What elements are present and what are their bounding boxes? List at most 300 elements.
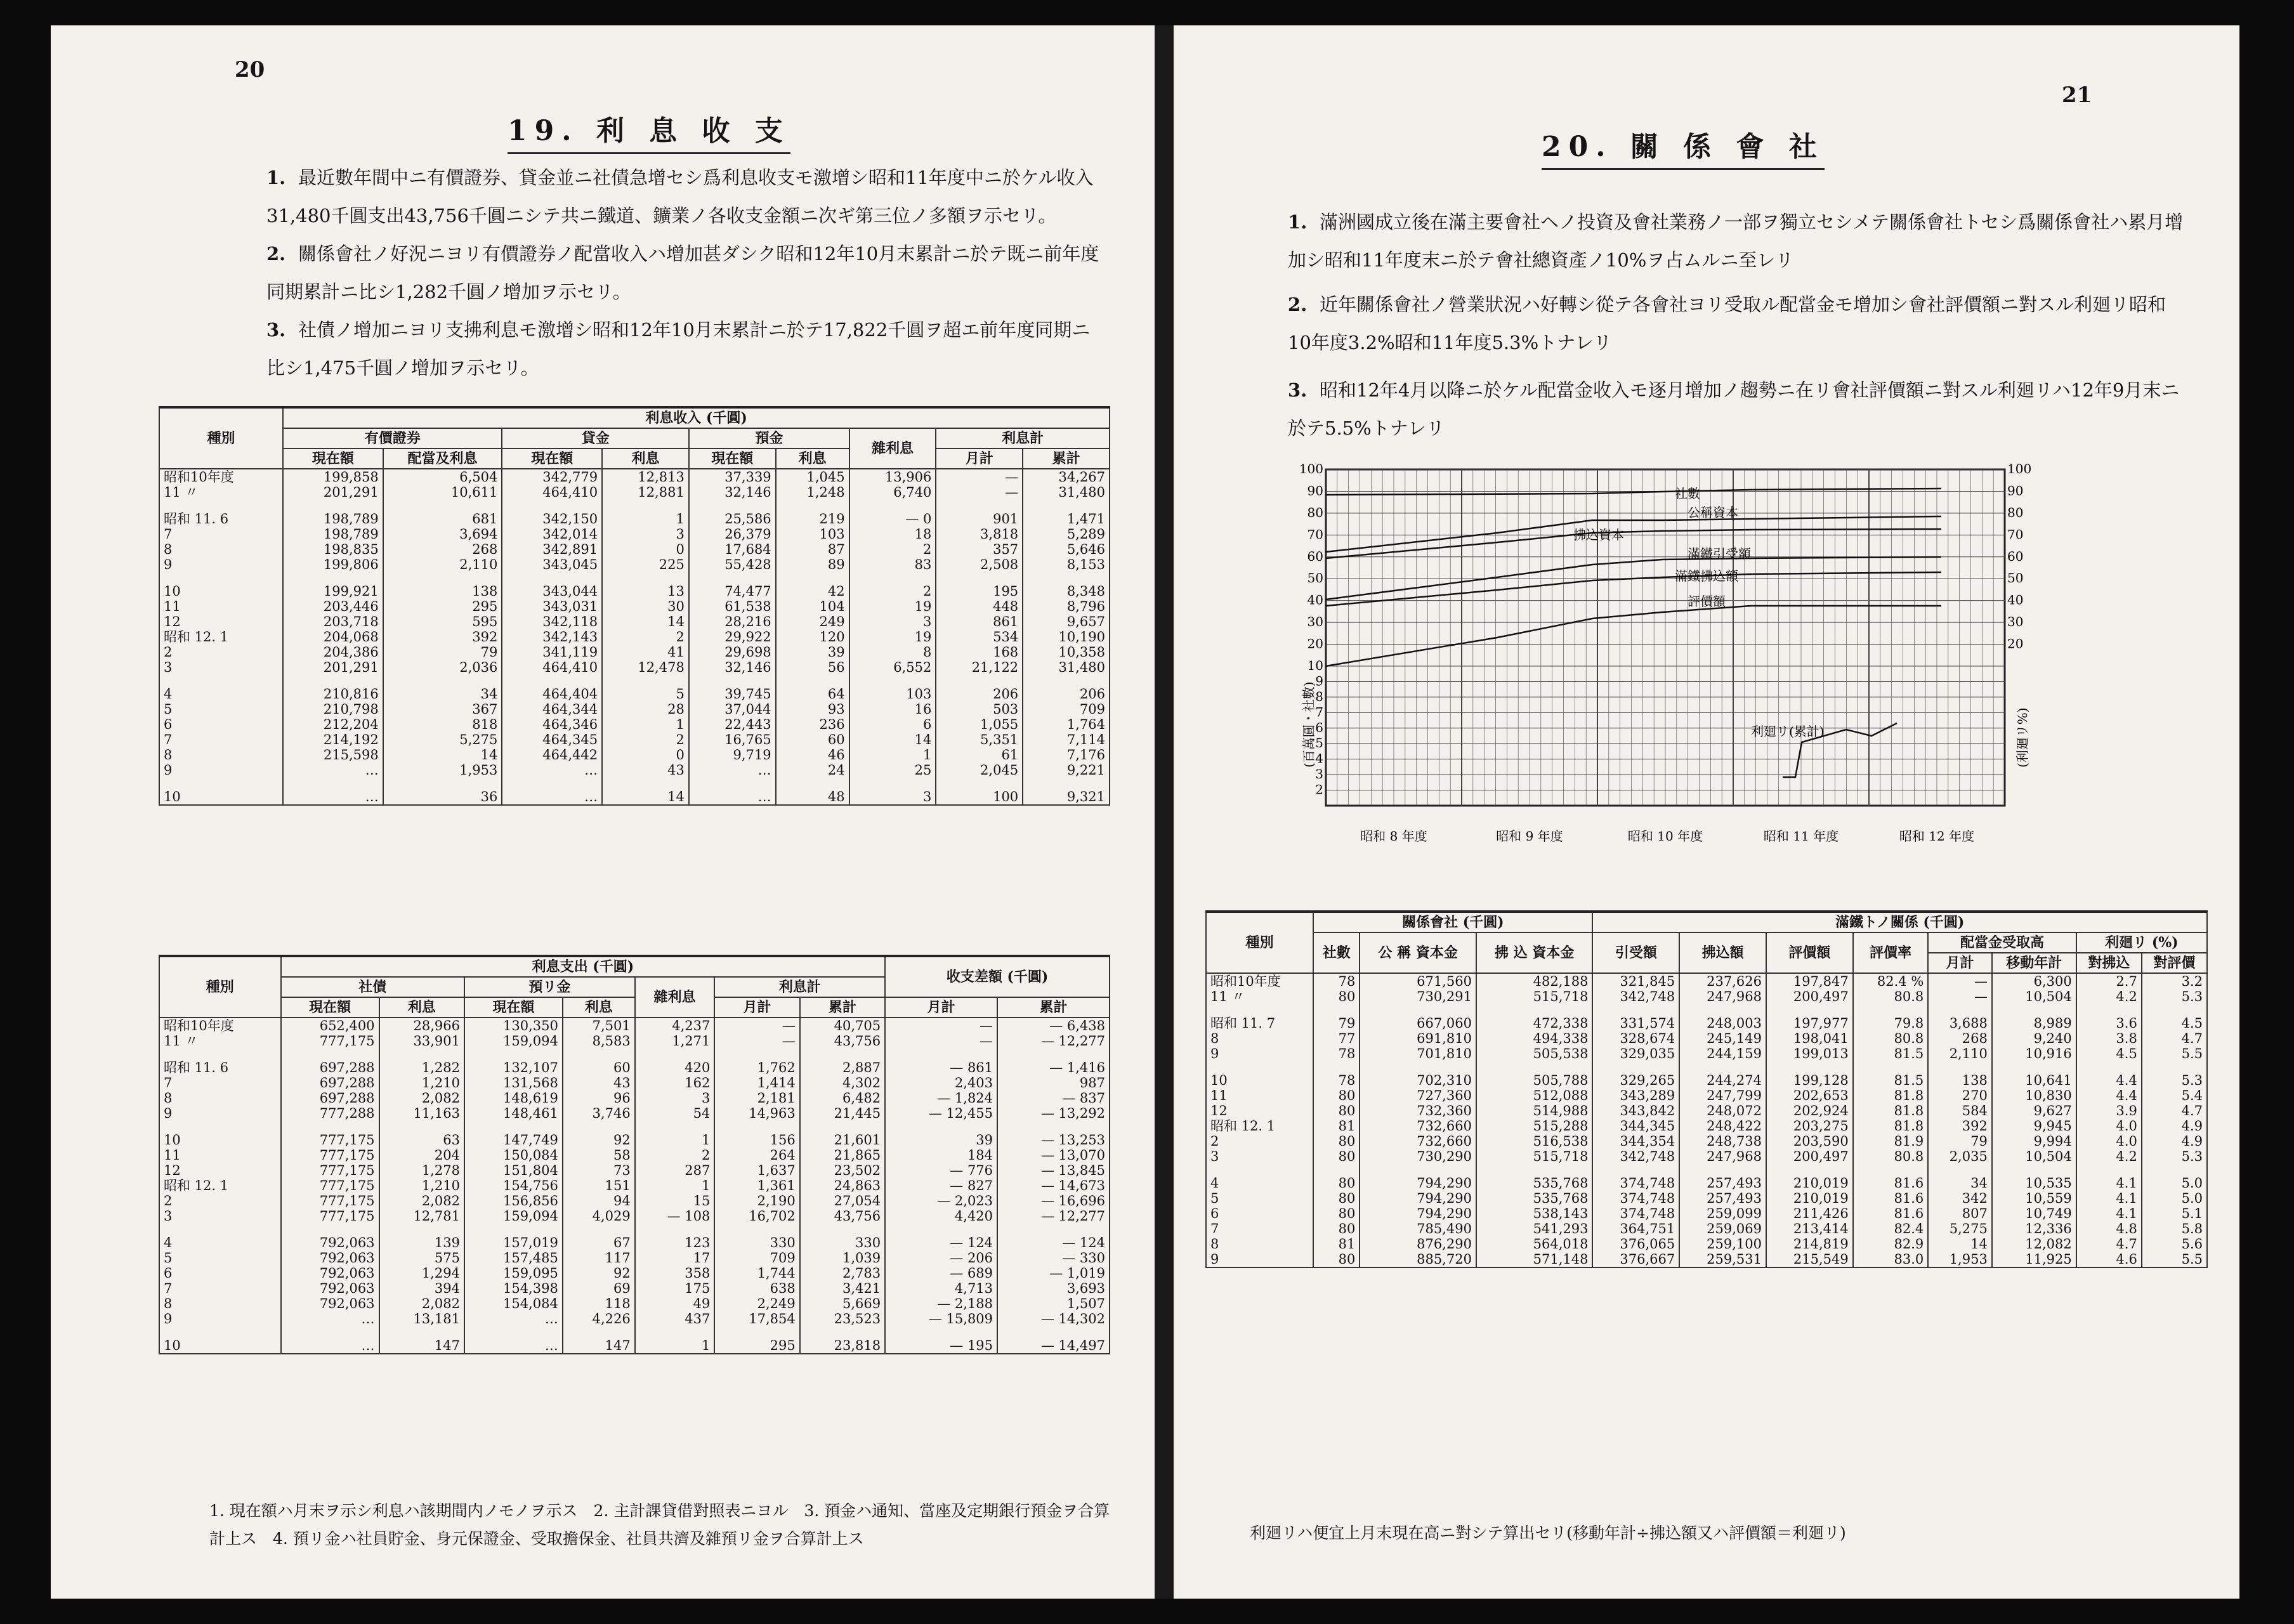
table-cell: 12,336 — [1992, 1221, 2076, 1236]
table-row — [159, 542, 1110, 557]
table-cell: 727,360 — [1360, 1088, 1476, 1103]
table-title: 利息收入 (千圓) — [283, 407, 1110, 428]
table-cell: 197,977 — [1766, 1004, 1853, 1031]
y-tick-label: 90 — [1307, 483, 1323, 499]
table-cell: 1 — [635, 1326, 715, 1354]
affiliated-companies-chart — [1299, 461, 2036, 869]
table-cell: — 861 — [885, 1049, 997, 1075]
table-cell: 9,994 — [1992, 1134, 2076, 1149]
table-cell: 3.8 — [2076, 1031, 2142, 1046]
paragraph-number: 3. — [266, 319, 286, 341]
col-interest: 利息 — [602, 449, 689, 469]
page-number: 20 — [235, 57, 265, 82]
table-cell: 10,611 — [383, 485, 502, 500]
table-row — [1206, 1236, 2207, 1252]
table-cell: 777,175 — [281, 1148, 379, 1163]
table-cell: 342 — [1928, 1191, 1992, 1206]
y-tick-label: 10 — [1307, 658, 1323, 673]
table-cell: 201,291 — [283, 485, 383, 500]
table-row — [159, 527, 1110, 542]
table-row — [159, 747, 1110, 763]
table-cell: 1,953 — [1928, 1252, 1992, 1267]
table-cell: 210,798 — [283, 702, 383, 717]
table-cell: 93 — [776, 702, 849, 717]
table-cell: 671,560 — [1360, 973, 1476, 989]
table-cell: 12,781 — [379, 1208, 464, 1224]
table-cell: 342,748 — [1592, 1149, 1679, 1164]
table-cell: 9,321 — [1023, 778, 1110, 805]
table-cell: 139 — [379, 1224, 464, 1250]
row-label: 昭和 11. 7 — [1206, 1004, 1313, 1031]
table-cell: 287 — [635, 1163, 715, 1178]
table-cell: 10,504 — [1992, 1149, 2076, 1164]
table-cell: 732,660 — [1360, 1134, 1476, 1149]
table-cell: 80 — [1313, 1164, 1360, 1191]
table-cell: 5,275 — [1928, 1221, 1992, 1236]
table-row — [159, 1224, 1110, 1250]
table-cell: 23,502 — [800, 1163, 885, 1178]
y-tick-label: 8 — [1315, 688, 1323, 704]
y-tick-label: 70 — [1307, 527, 1323, 542]
table-cell: 794,290 — [1360, 1206, 1476, 1221]
table-cell: 709 — [1023, 702, 1110, 717]
table-cell: 464,410 — [502, 485, 602, 500]
row-label: 4 — [159, 1224, 281, 1250]
row-label: 7 — [159, 1075, 281, 1090]
paragraph-number: 2. — [266, 243, 286, 265]
table-cell: 2,190 — [714, 1193, 799, 1208]
row-label: 12 — [159, 614, 283, 629]
table-cell: 219 — [776, 500, 849, 527]
paragraph-2 — [266, 235, 1104, 311]
row-label: 3 — [159, 660, 283, 675]
book-gutter — [1155, 25, 1174, 1599]
table-cell: 81 — [1313, 1118, 1360, 1134]
table-cell: 157,485 — [464, 1250, 563, 1266]
col-month: 月計 — [1928, 953, 1992, 973]
table-cell: 80.8 — [1853, 1031, 1929, 1046]
table-cell: 197,847 — [1766, 973, 1853, 989]
table-cell: 512,088 — [1476, 1088, 1593, 1103]
table-cell: 43 — [602, 763, 689, 778]
interest-expense-table — [159, 955, 1110, 1354]
table-row — [159, 1266, 1110, 1281]
paragraph-number: 1. — [1288, 211, 1308, 233]
table-cell: 792,063 — [281, 1250, 379, 1266]
table-cell: 9,657 — [1023, 614, 1110, 629]
table-cell: 151 — [563, 1178, 635, 1193]
table-cell: 538,143 — [1476, 1206, 1593, 1221]
table-cell: 8,153 — [1023, 557, 1110, 572]
col-yield-valuation: 對評價 — [2142, 953, 2207, 973]
table-cell: 39 — [885, 1121, 997, 1148]
y-tick-label: 70 — [2007, 527, 2024, 542]
y-tick-label: 7 — [1315, 704, 1323, 720]
table-cell: — — [885, 1033, 997, 1049]
table-cell: 4,713 — [885, 1281, 997, 1296]
table-cell: 5.4 — [2142, 1088, 2207, 1103]
table-cell: 807 — [1928, 1206, 1992, 1221]
table-cell: 464,344 — [502, 702, 602, 717]
table-cell: 5.6 — [2142, 1236, 2207, 1252]
table-cell: 80 — [1313, 1088, 1360, 1103]
table-cell: 357 — [936, 542, 1023, 557]
table-row — [1206, 1004, 2207, 1031]
table-cell: 131,568 — [464, 1075, 563, 1090]
paragraph-2 — [1288, 285, 2189, 362]
x-group-label: 昭和 12 年度 — [1899, 828, 1975, 844]
table-cell: 148,619 — [464, 1090, 563, 1106]
table-row — [159, 1208, 1110, 1224]
table-cell: 3.6 — [2076, 1004, 2142, 1031]
table-cell: 79.8 — [1853, 1004, 1929, 1031]
table-cell: 37,044 — [689, 702, 776, 717]
y-tick-label: 100 — [2007, 461, 2032, 476]
col-nominal-capital: 公 稱 資本金 — [1360, 933, 1476, 973]
table-cell: — 12,277 — [997, 1208, 1110, 1224]
table-cell: 12,813 — [602, 469, 689, 485]
table-cell: 1,414 — [714, 1075, 799, 1090]
table-cell: 330 — [714, 1224, 799, 1250]
table-cell: 4.8 — [2076, 1221, 2142, 1236]
table-row — [159, 1033, 1110, 1049]
table-cell: 702,310 — [1360, 1061, 1476, 1088]
table-cell: 777,175 — [281, 1178, 379, 1193]
table-cell: 154,398 — [464, 1281, 563, 1296]
table-cell: — 837 — [997, 1090, 1110, 1106]
table-cell: 130,350 — [464, 1018, 563, 1033]
table-cell: 652,400 — [281, 1018, 379, 1033]
table-cell: 248,422 — [1679, 1118, 1766, 1134]
table-row — [159, 717, 1110, 732]
table-cell: 81.8 — [1853, 1103, 1929, 1118]
table-cell: 225 — [602, 557, 689, 572]
table-cell: 4.1 — [2076, 1164, 2142, 1191]
table-cell: 1,271 — [635, 1033, 715, 1049]
table-cell: 420 — [635, 1049, 715, 1075]
table-cell: — 330 — [997, 1250, 1110, 1266]
table-cell: 148,461 — [464, 1106, 563, 1121]
table-cell: 6,740 — [849, 485, 936, 500]
table-cell: — 776 — [885, 1163, 997, 1178]
table-row — [159, 629, 1110, 645]
table-cell: 154,756 — [464, 1178, 563, 1193]
table-row — [159, 599, 1110, 614]
y-tick-label: 40 — [2007, 592, 2024, 608]
table-cell: 1,210 — [379, 1075, 464, 1090]
table-cell: 861 — [936, 614, 1023, 629]
row-label: 9 — [159, 763, 283, 778]
col-category: 種別 — [159, 956, 281, 1018]
table-cell: … — [283, 763, 383, 778]
table-cell: 60 — [563, 1049, 635, 1075]
table-cell: 0 — [602, 542, 689, 557]
row-label: 5 — [159, 702, 283, 717]
table-cell: 514,988 — [1476, 1103, 1593, 1118]
table-cell: 876,290 — [1360, 1236, 1476, 1252]
table-cell: 494,338 — [1476, 1031, 1593, 1046]
table-cell: 12,881 — [602, 485, 689, 500]
table-cell: 32,146 — [689, 485, 776, 500]
row-label: 10 — [159, 1326, 281, 1354]
table-cell: 343,031 — [502, 599, 602, 614]
table-cell: 80 — [1313, 1191, 1360, 1206]
table-cell: 198,835 — [283, 542, 383, 557]
table-cell: … — [689, 778, 776, 805]
col-category: 種別 — [159, 407, 283, 469]
table-cell: 22,443 — [689, 717, 776, 732]
table-cell: 5,646 — [1023, 542, 1110, 557]
table-cell: 55,428 — [689, 557, 776, 572]
col-yield-paid: 對拂込 — [2076, 953, 2142, 973]
y-tick-label: 6 — [1315, 719, 1323, 735]
table-cell: 777,175 — [281, 1208, 379, 1224]
table-cell: 516,538 — [1476, 1134, 1593, 1149]
table-cell: 198,789 — [283, 500, 383, 527]
table-cell: 210,816 — [283, 675, 383, 702]
table-cell: 777,175 — [281, 1193, 379, 1208]
table-cell: — 6,438 — [997, 1018, 1110, 1033]
paragraph-text: 昭和12年4月以降ニ於ケル配當金收入モ逐月增加ノ趨勢ニ在リ會社評價額ニ對スル利廻リハ12年9月末ニ於テ5.5%トナレリ — [1288, 379, 2180, 439]
row-label: 10 — [159, 572, 283, 599]
paragraph-text: 社債ノ增加ニヨリ支拂利息モ激增シ昭和12年10月末累計ニ於テ17,822千圓ヲ超エ前年度同期ニ比シ1,475千圓ノ增加ヲ示セリ。 — [266, 319, 1091, 379]
table-cell: 1,039 — [800, 1250, 885, 1266]
table-cell: 792,063 — [281, 1224, 379, 1250]
table-cell: 199,806 — [283, 557, 383, 572]
table-cell: — 2,188 — [885, 1296, 997, 1311]
table-cell: 5.3 — [2142, 1061, 2207, 1088]
series-line — [1326, 529, 1941, 558]
table-cell: 21,445 — [800, 1106, 885, 1121]
table-row — [1206, 1061, 2207, 1088]
row-label: 2 — [159, 645, 283, 660]
table-cell: 9,240 — [1992, 1031, 2076, 1046]
table-cell: 1,637 — [714, 1163, 799, 1178]
table-cell: 14 — [602, 778, 689, 805]
table-cell: 184 — [885, 1148, 997, 1163]
table-cell: 31,480 — [1023, 485, 1110, 500]
table-cell: 19 — [849, 599, 936, 614]
table-cell: 4.9 — [2142, 1134, 2207, 1149]
row-label: 昭和 12. 1 — [1206, 1118, 1313, 1134]
table-cell: 691,810 — [1360, 1031, 1476, 1046]
table-row — [159, 1250, 1110, 1266]
table-cell: 37,339 — [689, 469, 776, 485]
table-cell: 151,804 — [464, 1163, 563, 1178]
table-cell: 4.5 — [2142, 1004, 2207, 1031]
x-group-label: 昭和 9 年度 — [1496, 828, 1563, 844]
table-cell: — — [714, 1033, 799, 1049]
table-cell: 206 — [1023, 675, 1110, 702]
table-cell: 4,237 — [635, 1018, 715, 1033]
row-label: 8 — [1206, 1031, 1313, 1046]
table-cell: 80 — [1313, 989, 1360, 1004]
table-cell: 777,288 — [281, 1106, 379, 1121]
table-cell: 14 — [602, 614, 689, 629]
table-cell: 132,107 — [464, 1049, 563, 1075]
table-cell: 199,013 — [1766, 1046, 1853, 1061]
table-cell: 28 — [602, 702, 689, 717]
paragraph-text: 滿洲國成立後在滿主要會社ヘノ投資及會社業務ノ一部ヲ獨立セシメテ關係會社トセシ爲關係會社ハ累月增加シ昭和11年度末ニ於テ會社總資產ノ10%ヲ占ムルニ至レリ — [1288, 211, 2184, 271]
x-group-label: 昭和 11 年度 — [1763, 828, 1839, 844]
table-cell: 61,538 — [689, 599, 776, 614]
table-cell: 342,891 — [502, 542, 602, 557]
table-cell: 9,627 — [1992, 1103, 2076, 1118]
table-cell: — 13,845 — [997, 1163, 1110, 1178]
table-cell: 1,471 — [1023, 500, 1110, 527]
table-cell: 5.3 — [2142, 989, 2207, 1004]
table-row — [159, 572, 1110, 599]
table-cell: 358 — [635, 1266, 715, 1281]
table-cell: 3,818 — [936, 527, 1023, 542]
table-cell: 26,379 — [689, 527, 776, 542]
table-row — [1206, 1164, 2207, 1191]
table-cell: 374,748 — [1592, 1191, 1679, 1206]
table-cell: 709 — [714, 1250, 799, 1266]
table-cell: 341,119 — [502, 645, 602, 660]
table-cell: 203,275 — [1766, 1118, 1853, 1134]
table-cell: 367 — [383, 702, 502, 717]
table-cell: 732,660 — [1360, 1118, 1476, 1134]
table-cell: 215,549 — [1766, 1252, 1853, 1267]
table-cell: 342,748 — [1592, 989, 1679, 1004]
row-label: 昭和 11. 6 — [159, 1049, 281, 1075]
table-cell: 2 — [849, 572, 936, 599]
series-line — [1326, 606, 1941, 666]
table-cell: 14 — [849, 732, 936, 747]
table-cell: 96 — [563, 1090, 635, 1106]
col-dividend: 配當及利息 — [383, 449, 502, 469]
table-cell: 206 — [936, 675, 1023, 702]
table-cell: 58 — [563, 1148, 635, 1163]
table-cell: 6,552 — [849, 660, 936, 675]
table-cell: 48 — [776, 778, 849, 805]
paragraph-3 — [1288, 371, 2189, 447]
y-axis-label: (利廻リ%) — [2015, 707, 2030, 768]
table-cell: 195 — [936, 572, 1023, 599]
table-cell: 437 — [635, 1311, 715, 1326]
table-cell: 1,282 — [379, 1049, 464, 1075]
table-cell: 818 — [383, 717, 502, 732]
table-cell: 118 — [563, 1296, 635, 1311]
table-row — [159, 1296, 1110, 1311]
table-cell: 6,482 — [800, 1090, 885, 1106]
col-valuation-rate: 評價率 — [1853, 933, 1929, 973]
table-row — [1206, 1149, 2207, 1164]
table-cell: 4.9 — [2142, 1118, 2207, 1134]
table-cell: 79 — [1928, 1134, 1992, 1149]
table-cell: 23,523 — [800, 1311, 885, 1326]
table-cell: 4,226 — [563, 1311, 635, 1326]
col-misc: 雜利息 — [849, 428, 936, 469]
table-cell: 564,018 — [1476, 1236, 1593, 1252]
table-cell: 73 — [563, 1163, 635, 1178]
table-cell: 376,667 — [1592, 1252, 1679, 1267]
table-cell: 901 — [936, 500, 1023, 527]
y-tick-label: 2 — [1315, 782, 1323, 797]
row-label: 9 — [159, 1311, 281, 1326]
table-cell: 154,084 — [464, 1296, 563, 1311]
table-cell: 34,267 — [1023, 469, 1110, 485]
table-cell: 2 — [602, 732, 689, 747]
table-cell: 343,044 — [502, 572, 602, 599]
row-label: 6 — [159, 1266, 281, 1281]
y-tick-label: 9 — [1315, 673, 1323, 689]
table-cell: 777,175 — [281, 1033, 379, 1049]
x-group-label: 昭和 10 年度 — [1627, 828, 1703, 844]
paragraph-number: 3. — [1288, 379, 1308, 401]
series-line — [1326, 488, 1941, 495]
table-cell: 29,922 — [689, 629, 776, 645]
table-cell: 29,698 — [689, 645, 776, 660]
col-total: 利息計 — [936, 428, 1110, 449]
row-label: 2 — [159, 1193, 281, 1208]
table-cell: 12,478 — [602, 660, 689, 675]
table-cell: 987 — [997, 1075, 1110, 1090]
table-cell: 1,953 — [383, 763, 502, 778]
table-cell: 7,501 — [563, 1018, 635, 1033]
table-cell: — 124 — [997, 1224, 1110, 1250]
row-label: 11 — [159, 599, 283, 614]
table-cell: 10,559 — [1992, 1191, 2076, 1206]
table-cell: 1,055 — [936, 717, 1023, 732]
table-cell: 5.5 — [2142, 1046, 2207, 1061]
row-label: 11 — [1206, 1088, 1313, 1103]
y-tick-label: 80 — [1307, 504, 1323, 520]
table-row — [159, 702, 1110, 717]
table-cell: — 16,696 — [997, 1193, 1110, 1208]
table-cell: 5 — [602, 675, 689, 702]
row-label: 7 — [159, 527, 283, 542]
paragraph-number: 1. — [266, 167, 286, 188]
table-cell: 202,653 — [1766, 1088, 1853, 1103]
table-cell: 199,128 — [1766, 1061, 1853, 1088]
table-cell: 5.1 — [2142, 1206, 2207, 1221]
row-label: 9 — [159, 1106, 281, 1121]
table-cell: — — [885, 1018, 997, 1033]
table-cell: 11,163 — [379, 1106, 464, 1121]
table-cell: 515,288 — [1476, 1118, 1593, 1134]
table-row — [1206, 973, 2207, 989]
table-cell: 244,274 — [1679, 1061, 1766, 1088]
table-cell: 3 — [602, 527, 689, 542]
table-cell: 17,684 — [689, 542, 776, 557]
table-cell: 328,674 — [1592, 1031, 1679, 1046]
table-cell: 2,508 — [936, 557, 1023, 572]
table-cell: 156 — [714, 1121, 799, 1148]
row-label: 7 — [159, 732, 283, 747]
row-label: 昭和 11. 6 — [159, 500, 283, 527]
table-cell: 215,598 — [283, 747, 383, 763]
table-cell: 89 — [776, 557, 849, 572]
table-cell: 321,845 — [1592, 973, 1679, 989]
table-row — [159, 1326, 1110, 1354]
table-cell: 69 — [563, 1281, 635, 1296]
col-paid-in: 拂込額 — [1679, 933, 1766, 973]
table-cell: 56 — [776, 660, 849, 675]
table-cell: 42 — [776, 572, 849, 599]
table-cell: 257,493 — [1679, 1164, 1766, 1191]
table-cell: 78 — [1313, 1046, 1360, 1061]
table-cell: 10,504 — [1992, 989, 2076, 1004]
table-cell: 200,497 — [1766, 1149, 1853, 1164]
row-label: 昭和10年度 — [1206, 973, 1313, 989]
table-cell: 210,019 — [1766, 1191, 1853, 1206]
table-cell: 376,065 — [1592, 1236, 1679, 1252]
table-cell: 25,586 — [689, 500, 776, 527]
table-cell: — 14,302 — [997, 1311, 1110, 1326]
table-cell: 31,480 — [1023, 660, 1110, 675]
